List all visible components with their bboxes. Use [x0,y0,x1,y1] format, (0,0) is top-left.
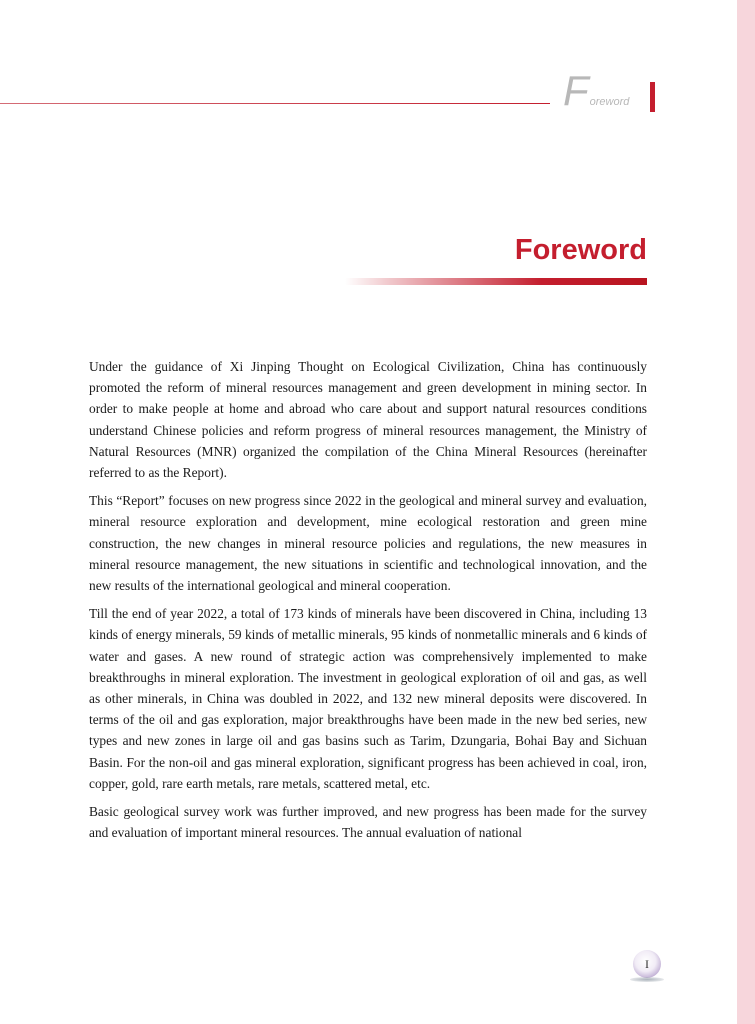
page-number: I [645,956,649,971]
header-accent-bar [650,82,655,112]
page-title: Foreword [514,234,647,266]
header-rule [0,103,550,104]
paragraph-3: Till the end of year 2022, a total of 173 kinds of minerals have been discovered in China, including 13 kinds of energy minerals, 59 kinds of metallic minerals, 95 kinds of nonmetallic minerals and 6 kinds of water and gases. A new round of strategic action was comprehensively implemented to make breakthroughs in mineral exploration. The investment in geological exploration of oil and gas, as well as other minerals, in China was doubled in 2022, and 132 new mineral deposits were discovered. In terms of the oil and gas exploration, major breakthroughs have been made in the new bed series, new types and new zones in large oil and gas basins such as Tarim, Dzungaria, Bohai Bay and Sichuan Basin. For the non-oil and gas mineral exploration, significant progress has been achieved in coal, iron, copper, gold, rare earth metals, rare metals, scattered metal, etc. [89,606,647,791]
title-underline [345,278,647,285]
header-rest: oreword [589,96,630,108]
page-number-badge [633,950,661,978]
page-number-shadow [630,977,664,982]
paragraph-2: This “Report” focuses on new progress since 2022 in the geological and mineral survey and evaluation, mineral resource exploration and development, mine ecological restoration and green mine construction, the new changes in mineral resource policies and regulations, the new measures in mineral resource management, the new situations in scientific and technological innovation, and the new results of the international geological and mineral cooperation. [89,493,647,594]
paragraph-1: Under the guidance of Xi Jinping Thought on Ecological Civilization, China has continuously promoted the reform of mineral resources management and green development in mining sector. In order to make people at home and abroad who care about and support natural resources conditions understand Chinese policies and reform progress of mineral resources management, the Ministry of Natural Resources (MNR) organized the compilation of the China Mineral Resources (hereinafter referred to as the Report). [89,359,647,481]
body-text [89,356,647,850]
running-header [563,67,630,114]
side-decor-strip [737,0,755,1024]
header-initial: F [563,67,589,114]
paragraph-4: Basic geological survey work was further improved, and new progress has been made for the survey and evaluation of important mineral resources. The annual evaluation of national [89,804,647,841]
